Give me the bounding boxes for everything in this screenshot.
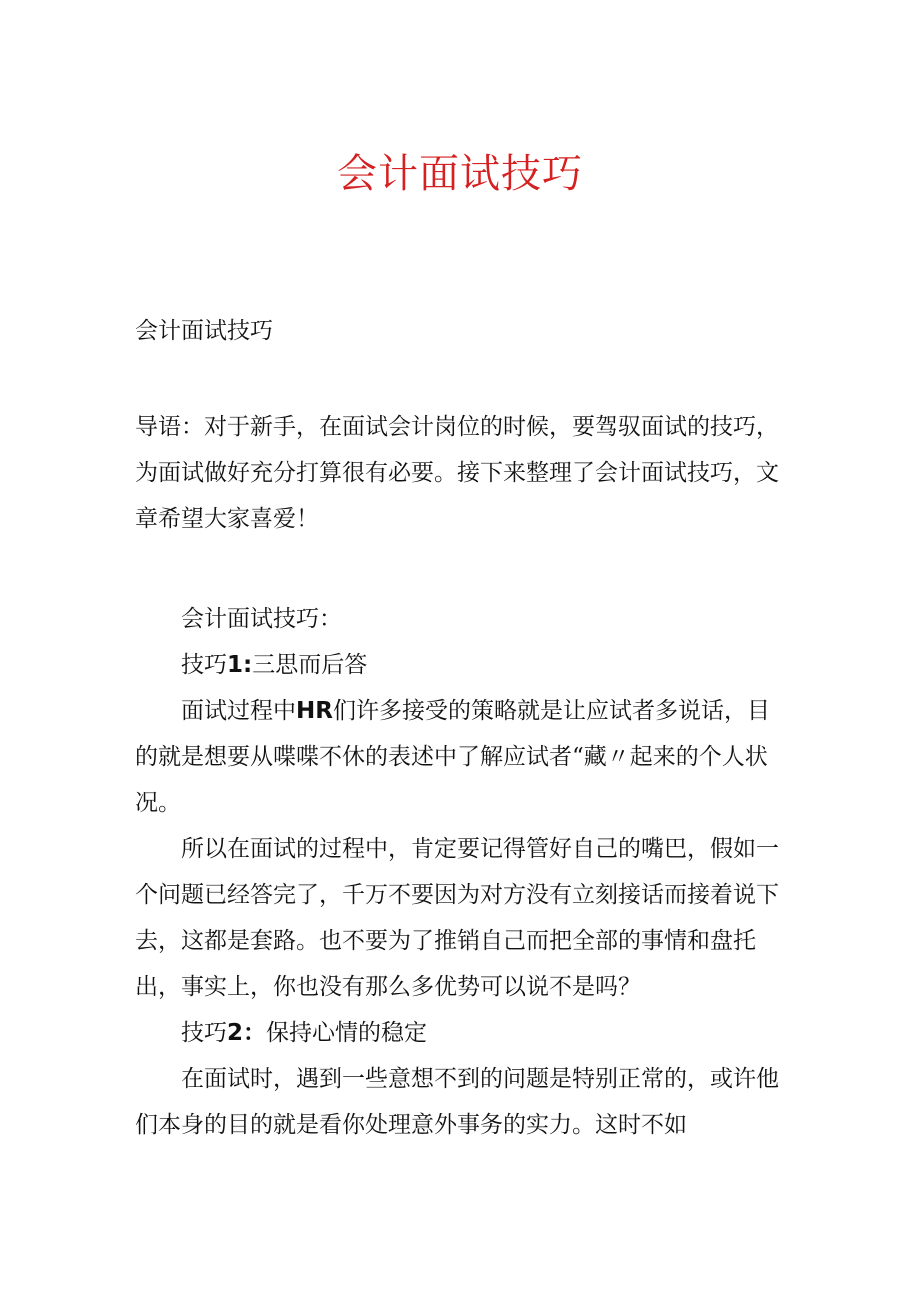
article-body bbox=[135, 596, 790, 1148]
tip-1-number: 1: bbox=[227, 652, 253, 678]
intro-paragraph: 导语：对于新手，在面试会计岗位的时候，要驾驭面试的技巧，为面试做好充分打算很有必要。接下来整理了会计面试技巧，文章希望大家喜爱！ bbox=[135, 414, 779, 532]
tip-2-prefix: 技巧 bbox=[181, 1020, 227, 1046]
paragraph-2: 所以在面试的过程中，肯定要记得管好自己的嘴巴，假如一个问题已经答完了，千万不要因为对方没有立刻接话而接着说下去，这都是套路。也不要为了推销自己而把全部的事情和盘托出，事实上，你也没有那么多优势可以说不是吗？ bbox=[135, 836, 779, 1000]
tip-2-heading bbox=[135, 1010, 790, 1056]
tip-1-text: 三思而后答 bbox=[252, 652, 368, 678]
tip-2-number: 2： bbox=[227, 1020, 267, 1046]
paragraph-1-part1: 面试过程中 bbox=[181, 698, 296, 724]
tip-1-prefix: 技巧 bbox=[181, 652, 227, 678]
paragraph-3: 在面试时，遇到一些意想不到的问题是特别正常的，或许他们本身的目的就是看你处理意外事务的实力。这时不如 bbox=[135, 1066, 779, 1138]
section-heading: 会计面试技巧： bbox=[181, 606, 342, 632]
paragraph-1-part2: 们许多接受的策略就是让应试者多说话，目的就是想要从喋喋不休的表述中了解应试者“藏〃起来的个人状况。 bbox=[135, 698, 770, 816]
document-subtitle: 会计面试技巧 bbox=[135, 318, 273, 344]
paragraph-1-hr: HR bbox=[296, 698, 333, 724]
tip-1-heading bbox=[135, 642, 790, 688]
paragraph-1 bbox=[135, 688, 790, 826]
tip-2-text: 保持心情的稳定 bbox=[266, 1020, 428, 1046]
document-title: 会计面试技巧 bbox=[337, 151, 583, 197]
